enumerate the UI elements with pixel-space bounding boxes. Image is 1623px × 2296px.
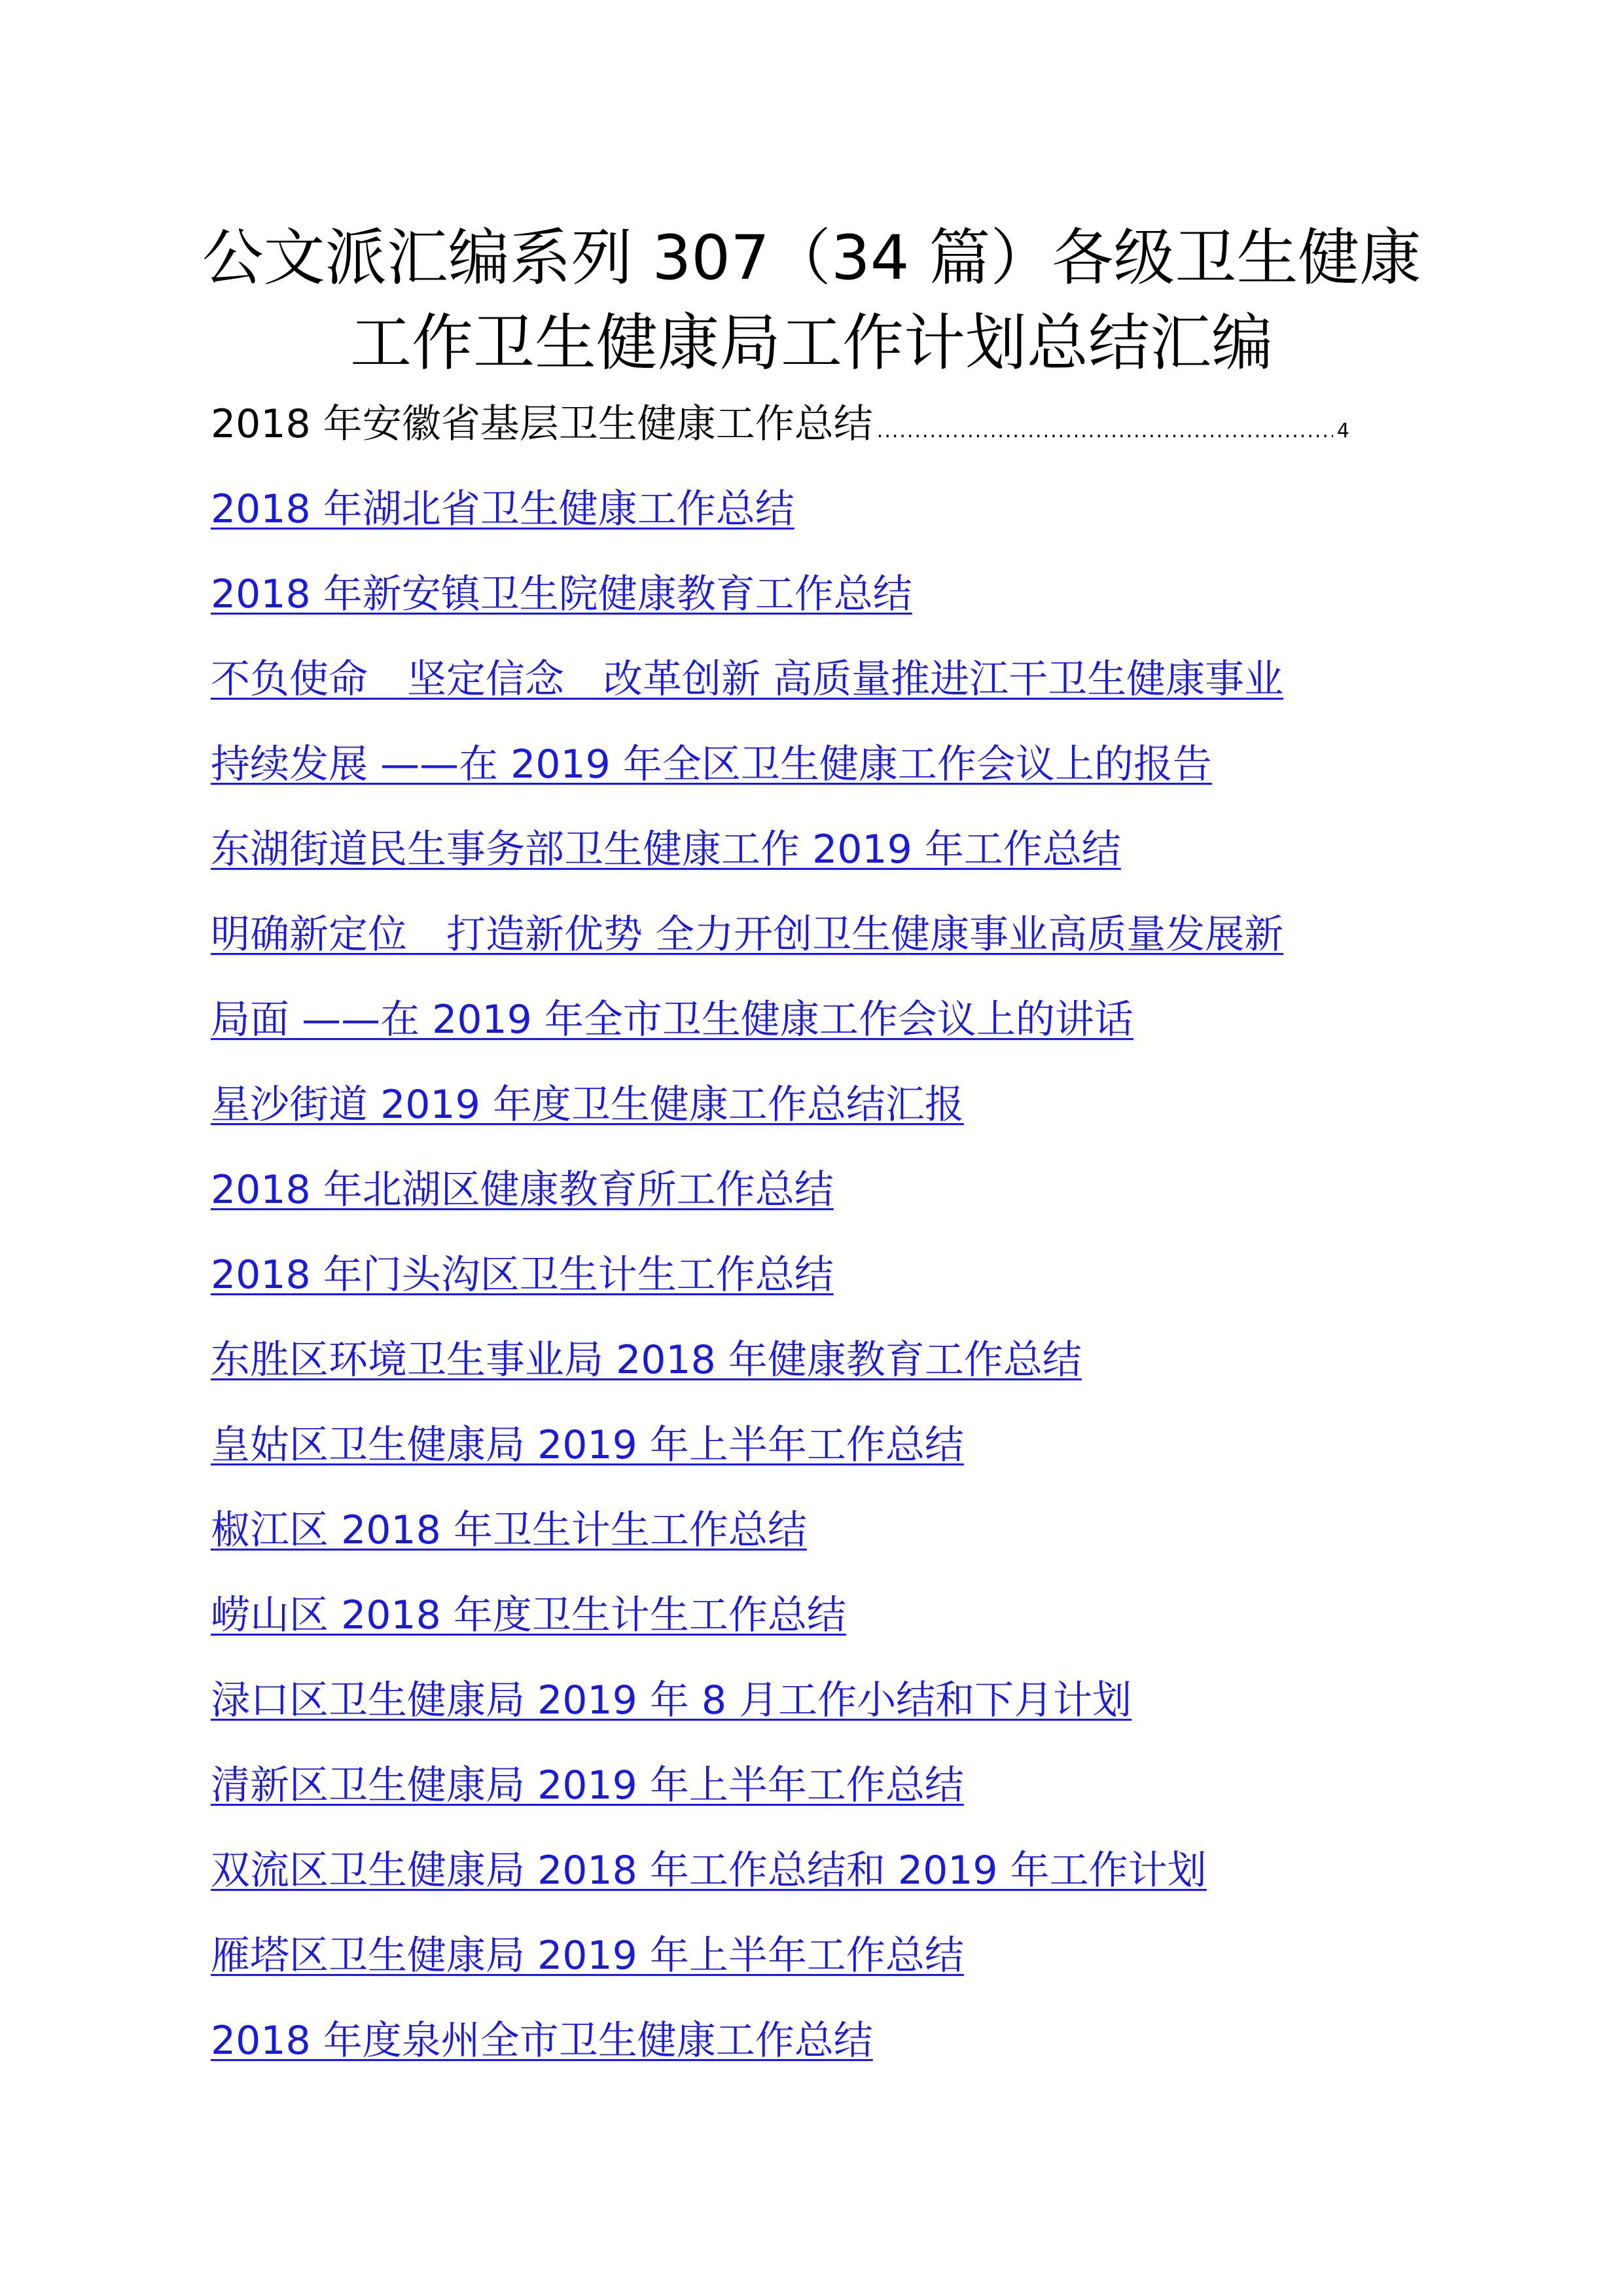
toc-link[interactable]: 2018 年门头沟区卫生计生工作总结 [211, 1252, 834, 1298]
toc-link[interactable]: 椒江区 2018 年卫生计生工作总结 [211, 1507, 807, 1553]
toc-link[interactable]: 不负使命 坚定信念 改革创新 高质量推进江干卫生健康事业 [211, 656, 1284, 702]
toc-entry-19[interactable] [211, 2016, 873, 2066]
toc-entry-7[interactable] [211, 995, 1133, 1045]
toc-link[interactable]: 持续发展 ——在 2019 年全区卫生健康工作会议上的报告 [211, 742, 1212, 787]
toc-entry-17[interactable] [211, 1846, 1207, 1895]
toc-link[interactable]: 2018 年湖北省卫生健康工作总结 [211, 486, 794, 532]
toc-entry-15[interactable] [211, 1676, 1132, 1725]
toc-entry-13[interactable] [211, 1505, 807, 1555]
toc-entry-2[interactable] [211, 569, 912, 619]
toc-link[interactable]: 局面 ——在 2019 年全市卫生健康工作会议上的讲话 [211, 997, 1133, 1043]
toc-page-number: 4 [1336, 420, 1349, 442]
toc-entry-1[interactable] [211, 484, 794, 534]
toc-entry-18[interactable] [211, 1931, 964, 1981]
table-of-contents [211, 0, 1454, 2296]
toc-link[interactable]: 东胜区环境卫生事业局 2018 年健康教育工作总结 [211, 1337, 1082, 1383]
toc-entry-11[interactable] [211, 1335, 1082, 1385]
toc-entry-5[interactable] [211, 825, 1121, 874]
toc-link[interactable]: 2018 年新安镇卫生院健康教育工作总结 [211, 571, 912, 617]
toc-link[interactable]: 双流区卫生健康局 2018 年工作总结和 2019 年工作计划 [211, 1848, 1207, 1893]
toc-link[interactable]: 渌口区卫生健康局 2019 年 8 月工作小结和下月计划 [211, 1677, 1132, 1723]
toc-entry-6[interactable] [211, 910, 1283, 960]
toc-link[interactable]: 2018 年北湖区健康教育所工作总结 [211, 1167, 834, 1213]
toc-entry-14[interactable] [211, 1590, 846, 1640]
toc-entry-4[interactable] [211, 740, 1212, 789]
toc-entry-9[interactable] [211, 1165, 834, 1215]
toc-link[interactable]: 东湖街道民生事务部卫生健康工作 2019 年工作总结 [211, 827, 1121, 872]
toc-entry-0[interactable] [211, 399, 1349, 449]
toc-link[interactable]: 清新区卫生健康局 2019 年上半年工作总结 [211, 1763, 964, 1808]
toc-link[interactable]: 雁塔区卫生健康局 2019 年上半年工作总结 [211, 1933, 964, 1979]
toc-link[interactable]: 星沙街道 2019 年度卫生健康工作总结汇报 [211, 1082, 964, 1128]
toc-entry-3[interactable] [211, 655, 1283, 704]
document-title-line-1: 公文派汇编系列 307（34 篇）各级卫生健康 [202, 223, 1421, 294]
toc-first-row [211, 399, 1349, 456]
toc-link[interactable]: 2018 年度泉州全市卫生健康工作总结 [211, 2018, 873, 2064]
toc-entry-text: 2018 年安徽省基层卫生健康工作总结 [211, 401, 873, 447]
toc-entry-16[interactable] [211, 1761, 964, 1810]
document-title-line-2: 工作卫生健康局工作计划总结汇编 [349, 308, 1273, 379]
toc-entry-10[interactable] [211, 1250, 834, 1300]
toc-link[interactable]: 崂山区 2018 年度卫生计生工作总结 [211, 1592, 846, 1638]
toc-link[interactable]: 明确新定位 打造新优势 全力开创卫生健康事业高质量发展新 [211, 912, 1284, 958]
toc-entry-12[interactable] [211, 1420, 964, 1470]
toc-leader-dots [877, 406, 1333, 456]
toc-link[interactable]: 皇姑区卫生健康局 2019 年上半年工作总结 [211, 1422, 964, 1468]
toc-entry-8[interactable] [211, 1080, 964, 1130]
